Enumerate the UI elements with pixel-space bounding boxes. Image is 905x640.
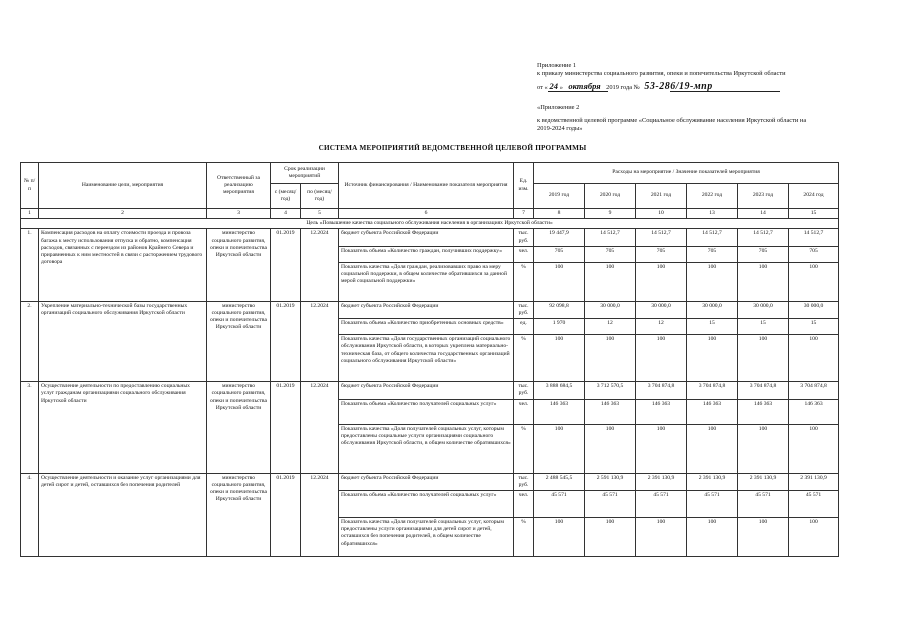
column-number: 4 [271, 209, 301, 219]
year-value: 30 000,0 [636, 301, 687, 318]
col-name-header: Наименование цели, мероприятия [39, 163, 207, 209]
unit: чел. [514, 246, 534, 262]
measure-number: 2. [21, 301, 39, 381]
col-from-header: с (месяц/ год) [271, 184, 301, 209]
measure-responsible: министерство социального развития, опеки и попечительства Иркутской области [207, 473, 271, 556]
measures-table [20, 162, 839, 557]
year-value: 45 571 [789, 491, 839, 518]
date-day: 24 [549, 81, 558, 91]
year-value: 146 363 [687, 399, 738, 424]
year-value: 100 [636, 262, 687, 301]
year-value: 45 571 [636, 491, 687, 518]
measure-name: Осуществление деятельности и оказание услуг организациями для детей сирот и детей, оставшихся без попечения родителей [39, 473, 207, 556]
measure-from: 01.2019 [271, 301, 301, 381]
year-value: 3 704 874,8 [789, 382, 839, 399]
year-value: 45 571 [738, 491, 789, 518]
document-title: СИСТЕМА МЕРОПРИЯТИЙ ВЕДОМСТВЕННОЙ ЦЕЛЕВОЙ ПРОГРАММЫ [318, 144, 587, 152]
year-value: 15 [738, 319, 789, 335]
year-value: 100 [534, 518, 585, 557]
measure-to: 12.2024 [301, 473, 339, 556]
order-number-handwritten: 53-286/19-мпр [644, 81, 713, 92]
appendix2-label: «Приложение 2 [537, 104, 580, 111]
source-or-indicator: Показатель качества «Доля государственных организаций социального обслуживания Иркутской области, в которых укреплена материально-техническая база, от общего количества государственных организаций социального обслуживания Иркутской области» [339, 335, 514, 382]
unit: % [514, 518, 534, 557]
col-num-header: № п/п [21, 163, 39, 209]
column-number: 5 [301, 209, 339, 219]
year-value: 3 704 874,8 [636, 382, 687, 399]
year-value: 100 [789, 424, 839, 473]
year-value: 12 [585, 319, 636, 335]
source-or-indicator: Показатель объема «Количество получателей социальных услуг» [339, 491, 514, 518]
year-value: 100 [585, 518, 636, 557]
measure-to: 12.2024 [301, 301, 339, 381]
source-or-indicator: Показатель качества «Доля получателей социальных услуг, которым предоставлены услуги организациями для детей сирот и детей, оставшихся без попечения родителей, в общем количестве обратившихся» [339, 518, 514, 557]
appendix1-label: Приложение 1 [537, 62, 577, 69]
program-line-2: 2019-2024 годы» [537, 125, 583, 132]
year-value: 705 [687, 246, 738, 262]
measure-name: Укрепление материально-технической базы государственных организаций социального обслуживания Иркутской области [39, 301, 207, 381]
column-number: 10 [636, 209, 687, 219]
column-number: 7 [514, 209, 534, 219]
year-value: 14 512,7 [738, 229, 789, 246]
year-value: 100 [585, 424, 636, 473]
year-value: 100 [687, 424, 738, 473]
unit: чел. [514, 399, 534, 424]
source-or-indicator: Показатель объема «Количество граждан, получивших поддержку» [339, 246, 514, 262]
year-value: 100 [585, 262, 636, 301]
measure-from: 01.2019 [271, 473, 301, 556]
column-number: 8 [534, 209, 585, 219]
measure-to: 12.2024 [301, 382, 339, 473]
column-number: 1 [21, 209, 39, 219]
measure-number: 3. [21, 382, 39, 473]
col-source-header: Источник финансирования / Наименование показателя мероприятия [339, 163, 514, 209]
year-value: 2 391 130,9 [789, 473, 839, 490]
column-number: 3 [207, 209, 271, 219]
year-value: 45 571 [534, 491, 585, 518]
unit: тыс. руб. [514, 473, 534, 490]
date-underline [548, 91, 608, 92]
measure-from: 01.2019 [271, 229, 301, 301]
year-value: 2 391 130,9 [687, 473, 738, 490]
date-prefix: от « [537, 84, 548, 91]
year-value: 14 512,7 [636, 229, 687, 246]
year-value: 92 098,8 [534, 301, 585, 318]
column-number: 13 [687, 209, 738, 219]
year-value: 100 [687, 335, 738, 382]
col-resp-header: Ответственный за реализацию мероприятия [207, 163, 271, 209]
measure-responsible: министерство социального развития, опеки и попечительства Иркутской области [207, 382, 271, 473]
source-or-indicator: бюджет субъекта Российской Федерации [339, 301, 514, 318]
year-value: 146 363 [636, 399, 687, 424]
year-value: 3 704 874,8 [687, 382, 738, 399]
year-value: 100 [585, 335, 636, 382]
year-value: 100 [636, 424, 687, 473]
measure-responsible: министерство социального развития, опеки и попечительства Иркутской области [207, 301, 271, 381]
unit: % [514, 335, 534, 382]
year-value: 12 [636, 319, 687, 335]
unit: % [514, 262, 534, 301]
measure-number: 4. [21, 473, 39, 556]
unit: ед. [514, 319, 534, 335]
date-month: октября [568, 81, 601, 91]
year-value: 2 591 130,9 [585, 473, 636, 490]
year-value: 30 000,0 [738, 301, 789, 318]
year-value: 45 571 [687, 491, 738, 518]
year-value: 100 [738, 518, 789, 557]
year-value: 100 [636, 335, 687, 382]
year-value: 15 [789, 319, 839, 335]
goal-row [21, 219, 839, 229]
year-value: 146 363 [738, 399, 789, 424]
unit: тыс. руб. [514, 382, 534, 399]
year-value: 2 391 130,9 [738, 473, 789, 490]
year-value: 45 571 [585, 491, 636, 518]
year-header: 2022 год [687, 184, 738, 209]
year-header: 2020 год [585, 184, 636, 209]
unit: тыс. руб. [514, 301, 534, 318]
year-value: 2 391 130,9 [636, 473, 687, 490]
year-header: 2019 год [534, 184, 585, 209]
source-or-indicator: Показатель объема «Количество получателей социальных услуг» [339, 399, 514, 424]
source-or-indicator: Показатель качества «Доля граждан, реализовавших право на меру социальной поддержки, в общем количестве обратившихся за данной мерой социальной поддержки» [339, 262, 514, 301]
year-value: 100 [738, 335, 789, 382]
column-number: 14 [738, 209, 789, 219]
measure-line-row [21, 229, 839, 246]
unit: чел. [514, 491, 534, 518]
year-value: 100 [738, 262, 789, 301]
measure-line-row [21, 382, 839, 399]
measure-from: 01.2019 [271, 382, 301, 473]
measure-line-row [21, 473, 839, 490]
measure-line-row [21, 301, 839, 318]
year-value: 3 704 874,8 [738, 382, 789, 399]
column-number: 9 [585, 209, 636, 219]
year-value: 146 363 [585, 399, 636, 424]
year-value: 1 970 [534, 319, 585, 335]
year-value: 14 512,7 [585, 229, 636, 246]
year-value: 100 [636, 518, 687, 557]
unit: тыс. руб. [514, 229, 534, 246]
year-value: 14 512,7 [789, 229, 839, 246]
col-expenses-header: Расходы на мероприятие / Значение показателей мероприятия [534, 163, 839, 184]
source-or-indicator: Показатель объема «Количество приобретенных основных средств» [339, 319, 514, 335]
measure-responsible: министерство социального развития, опеки и попечительства Иркутской области [207, 229, 271, 301]
year-header: 2024 год [789, 184, 839, 209]
year-value: 100 [687, 262, 738, 301]
year-value: 100 [534, 262, 585, 301]
unit: % [514, 424, 534, 473]
year-value: 19 447,9 [534, 229, 585, 246]
year-value: 2 488 545,5 [534, 473, 585, 490]
year-value: 3 888 684,5 [534, 382, 585, 399]
year-value: 146 363 [534, 399, 585, 424]
year-value: 705 [789, 246, 839, 262]
year-value: 30 000,0 [789, 301, 839, 318]
year-value: 705 [534, 246, 585, 262]
year-value: 14 512,7 [687, 229, 738, 246]
year-value: 100 [687, 518, 738, 557]
program-line-1: к ведомственной целевой программе «Социальное обслуживание населения Иркутской области на [537, 117, 807, 124]
order-line: к приказу министерства социального развития, опеки и попечительства Иркутской области [537, 70, 786, 77]
measure-name: Компенсация расходов на оплату стоимости проезда и провоза багажа к месту использования отпуска и обратно, компенсация расходов, связанных с переездом из районов Крайнего Севера и приравненных к ним местностей в связи с расторжением трудового договора [39, 229, 207, 301]
number-underline [670, 91, 780, 92]
year-value: 146 363 [789, 399, 839, 424]
column-number-row [21, 209, 839, 219]
header-row-1 [21, 163, 839, 184]
year-value: 100 [534, 335, 585, 382]
measure-number: 1. [21, 229, 39, 301]
column-number: 6 [339, 209, 514, 219]
column-number: 15 [789, 209, 839, 219]
year-value: 15 [687, 319, 738, 335]
year-value: 705 [636, 246, 687, 262]
col-unit-header: Ед. изм. [514, 163, 534, 209]
measure-name: Осуществление деятельности по предоставлению социальных услуг гражданам организациями социального обслуживания Иркутской области [39, 382, 207, 473]
year-value: 100 [789, 262, 839, 301]
source-or-indicator: бюджет субъекта Российской Федерации [339, 473, 514, 490]
year-value: 100 [789, 335, 839, 382]
source-or-indicator: бюджет субъекта Российской Федерации [339, 229, 514, 246]
year-header: 2021 год [636, 184, 687, 209]
date-sep: » [559, 84, 563, 91]
source-or-indicator: Показатель качества «Доля получателей социальных услуг, которым предоставлены социальные услуги организациями социального обслуживания Иркутской области, в общем количестве обратившихся» [339, 424, 514, 473]
year-header: 2023 год [738, 184, 789, 209]
year-value: 3 712 570,5 [585, 382, 636, 399]
year-value: 30 000,0 [687, 301, 738, 318]
year-value: 100 [789, 518, 839, 557]
measure-to: 12.2024 [301, 229, 339, 301]
source-or-indicator: бюджет субъекта Российской Федерации [339, 382, 514, 399]
year-value: 705 [585, 246, 636, 262]
column-number: 2 [39, 209, 207, 219]
year-value: 100 [534, 424, 585, 473]
col-to-header: по (месяц/ год) [301, 184, 339, 209]
year-value: 705 [738, 246, 789, 262]
date-year: 2019 года № [606, 84, 640, 91]
goal-text: Цель «Повышение качества социального обслуживания населения в организациях Иркутской области» [21, 219, 839, 229]
year-value: 100 [738, 424, 789, 473]
year-value: 30 000,0 [585, 301, 636, 318]
col-term-header: Срок реализации мероприятий [271, 163, 339, 184]
